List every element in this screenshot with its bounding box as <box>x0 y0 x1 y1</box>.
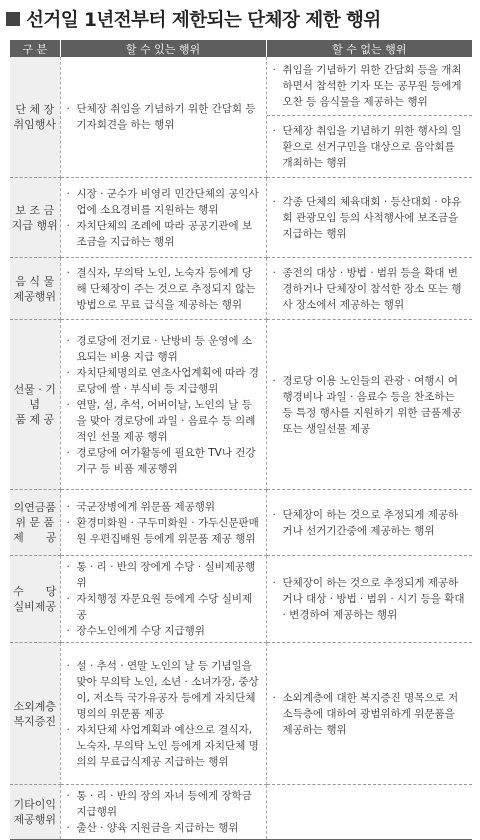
list-item: · 소외계층에 대한 복지증진 명목으로 저소득층에 대하여 광범위하게 위문품을 제공하는 행위 <box>271 690 469 738</box>
table-row <box>10 178 472 258</box>
allowed-cell <box>60 320 266 490</box>
forbidden-cell <box>266 556 472 643</box>
category-line: 선물 · 기념 <box>13 383 56 411</box>
forbidden-list <box>267 504 473 542</box>
forbidden-cell <box>266 320 472 490</box>
category-line: 취임행사 <box>13 118 56 131</box>
table-row <box>10 490 472 556</box>
allowed-list <box>61 496 266 550</box>
list-item: · 단체장 취임을 기념하기 위한 행사의 일환으로 선거구민을 대상으로 음악회를 개최하는 행위 <box>271 123 469 171</box>
table-row <box>10 785 472 840</box>
category-line: 복지증진 <box>13 714 56 728</box>
page-title: 선거일 1년전부터 제한되는 단체장 제한 행위 <box>26 10 381 31</box>
list-item: · 시장 · 군수가 비영리 민간단체의 공익사업에 소요경비를 지원하는 행위 <box>65 186 262 218</box>
allowed-list <box>61 556 266 642</box>
category-line: 실비제공 <box>13 600 56 613</box>
table-row <box>10 320 472 490</box>
forbidden-list <box>267 687 473 741</box>
forbidden-list <box>267 191 473 245</box>
allowed-list <box>61 330 266 480</box>
table-header-row <box>10 40 472 57</box>
category-line: 소외계층 <box>13 699 56 713</box>
row-category <box>10 556 60 643</box>
category-line: 단 체 장 <box>15 103 55 116</box>
allowed-list <box>61 183 266 253</box>
row-category <box>10 178 60 258</box>
forbidden-subcell <box>267 115 473 177</box>
allowed-list <box>61 655 266 773</box>
list-item: · 환경미화원 · 구두미화원 · 가두신문판매원 우편집배원 등에게 위문품 제공 행위 <box>65 515 262 547</box>
category-line: 지급 행위 <box>11 218 58 232</box>
category-line: 제공행위 <box>13 813 56 826</box>
list-item: · 출산 · 양육 지원금을 지급하는 행위 <box>65 820 262 836</box>
forbidden-cell <box>266 643 472 785</box>
list-item: · 단체장 취임을 기념하기 위한 간담회 등 기자회견을 하는 행위 <box>65 101 262 133</box>
list-item: · 통 · 리 · 반의 장에게 수당 · 실비제공행위 <box>65 559 262 591</box>
forbidden-list <box>267 370 473 440</box>
list-item: · 단체장이 하는 것으로 추정되게 제공하거나 대상 · 방법 · 범위 · 시기 등을 확대 · 변경하여 제공하는 행위 <box>271 575 469 623</box>
forbidden-list <box>267 120 473 174</box>
category-line: 의연금품 <box>13 501 56 514</box>
table-row <box>10 258 472 320</box>
list-item: · 취임을 기념하기 위한 간담회 등을 개최하면서 참석한 기자 또는 공무원 등에게 오찬 등 음식물을 제공하는 행위 <box>271 62 469 110</box>
header-category: 구 분 <box>10 40 60 57</box>
restriction-table <box>10 40 472 840</box>
list-item: · 단체장이 하는 것으로 추정되게 제공하거나 선거기간중에 제공하는 행위 <box>271 507 469 539</box>
allowed-cell <box>60 785 266 840</box>
list-item: · 연말, 설, 추석, 어버이날, 노인의 날 등을 맞아 경로당에 과일 · 음료수 등 의례적인 선물 제공 행위 <box>65 397 262 445</box>
list-item: · 자치단체 사업계획과 예산으로 결식자, 노숙자, 무의탁 노인 등에게 자치단체 명의의 무료급식제공 지급하는 행위 <box>65 722 262 770</box>
category-line: 보 조 금 <box>15 203 55 217</box>
forbidden-cell <box>266 57 472 178</box>
row-category <box>10 57 60 178</box>
category-line: 제공행위 <box>13 289 56 303</box>
page-title-bar <box>4 4 474 34</box>
list-item: · 자치단체의 조례에 따라 공공기관에 보조금을 지급하는 행위 <box>65 218 262 250</box>
category-line: 제 공 <box>13 531 57 544</box>
allowed-cell <box>60 178 266 258</box>
list-item: · 경로당 이용 노인들의 관광 · 여행시 여행경비나 과일 · 음료수 등을 찬조하는 등 특정 행사를 지원하기 위한 금품제공 또는 생일선물 제공 <box>271 373 469 437</box>
list-item: · 자치행정 자문요원 등에게 수당 실비제공 <box>65 591 262 623</box>
forbidden-list <box>267 59 473 113</box>
row-category <box>10 490 60 556</box>
list-item: · 경로당에 전기료 · 난방비 등 운영에 소요되는 비용 지급 행위 <box>65 333 262 365</box>
list-item: · 경로당에 여가활동에 필요한 TV나 건강기구 등 비품 제공행위 <box>65 445 262 477</box>
header-allowed: 할 수 있는 행위 <box>60 40 266 57</box>
row-category <box>10 643 60 785</box>
row-category <box>10 320 60 490</box>
list-item: · 결식자, 무의탁 노인, 노숙자 등에게 당해 단체장이 주는 것으로 추정되지 않는 방법으로 무료 급식을 제공하는 행위 <box>65 265 262 313</box>
header-forbidden: 할 수 없는 행위 <box>266 40 472 57</box>
allowed-cell <box>60 643 266 785</box>
list-item: · 종전의 대상 · 방법 · 범위 등을 확대 변경하거나 단체장이 참석한 장소 또는 행사 장소에서 제공하는 행위 <box>271 265 469 313</box>
forbidden-cell <box>266 258 472 320</box>
category-line: 위 문 품 <box>15 516 55 529</box>
allowed-list <box>61 98 266 136</box>
forbidden-cell <box>266 785 472 840</box>
list-item: · 장수노인에게 수당 지급행위 <box>65 623 262 639</box>
category-line: 품 제 공 <box>15 413 55 426</box>
list-item: · 통 · 리 · 반의 장의 자녀 등에게 장학금 지급행위 <box>65 788 262 820</box>
allowed-cell <box>60 556 266 643</box>
allowed-cell <box>60 258 266 320</box>
table-row <box>10 57 472 178</box>
table-row <box>10 556 472 643</box>
allowed-list <box>61 262 266 316</box>
category-line: 음 식 물 <box>15 274 55 288</box>
row-category <box>10 785 60 840</box>
list-item: · 설 · 추석 · 연말 노인의 날 등 기념일을 맞아 무의탁 노인, 소년 · 소녀가장, 중상이, 저소득 국가유공자 등에게 자치단체 명의의 위문품 제공 <box>65 658 262 722</box>
forbidden-cell <box>266 490 472 556</box>
list-item: · 국군장병에게 위문품 제공행위 <box>65 499 262 515</box>
allowed-cell <box>60 57 266 178</box>
allowed-cell <box>60 490 266 556</box>
row-category <box>10 258 60 320</box>
category-line: 수 당 <box>13 585 57 598</box>
forbidden-subcell <box>267 57 473 115</box>
table-row <box>10 643 472 785</box>
table-body <box>10 57 472 840</box>
forbidden-cell <box>266 178 472 258</box>
allowed-list <box>61 785 266 839</box>
list-item: · 각종 단체의 체육대회 · 등산대회 · 야유회 관광모임 등의 사적행사에 보조금을 지급하는 행위 <box>271 194 469 242</box>
list-item: · 자치단체명의로 연초사업계획에 따라 경로당에 쌀 · 부식비 등 지급행위 <box>65 365 262 397</box>
category-line: 기타이익 <box>13 798 56 811</box>
forbidden-list <box>267 262 473 316</box>
forbidden-list <box>267 572 473 626</box>
forbidden-list <box>267 809 473 815</box>
title-square-icon <box>6 12 20 26</box>
